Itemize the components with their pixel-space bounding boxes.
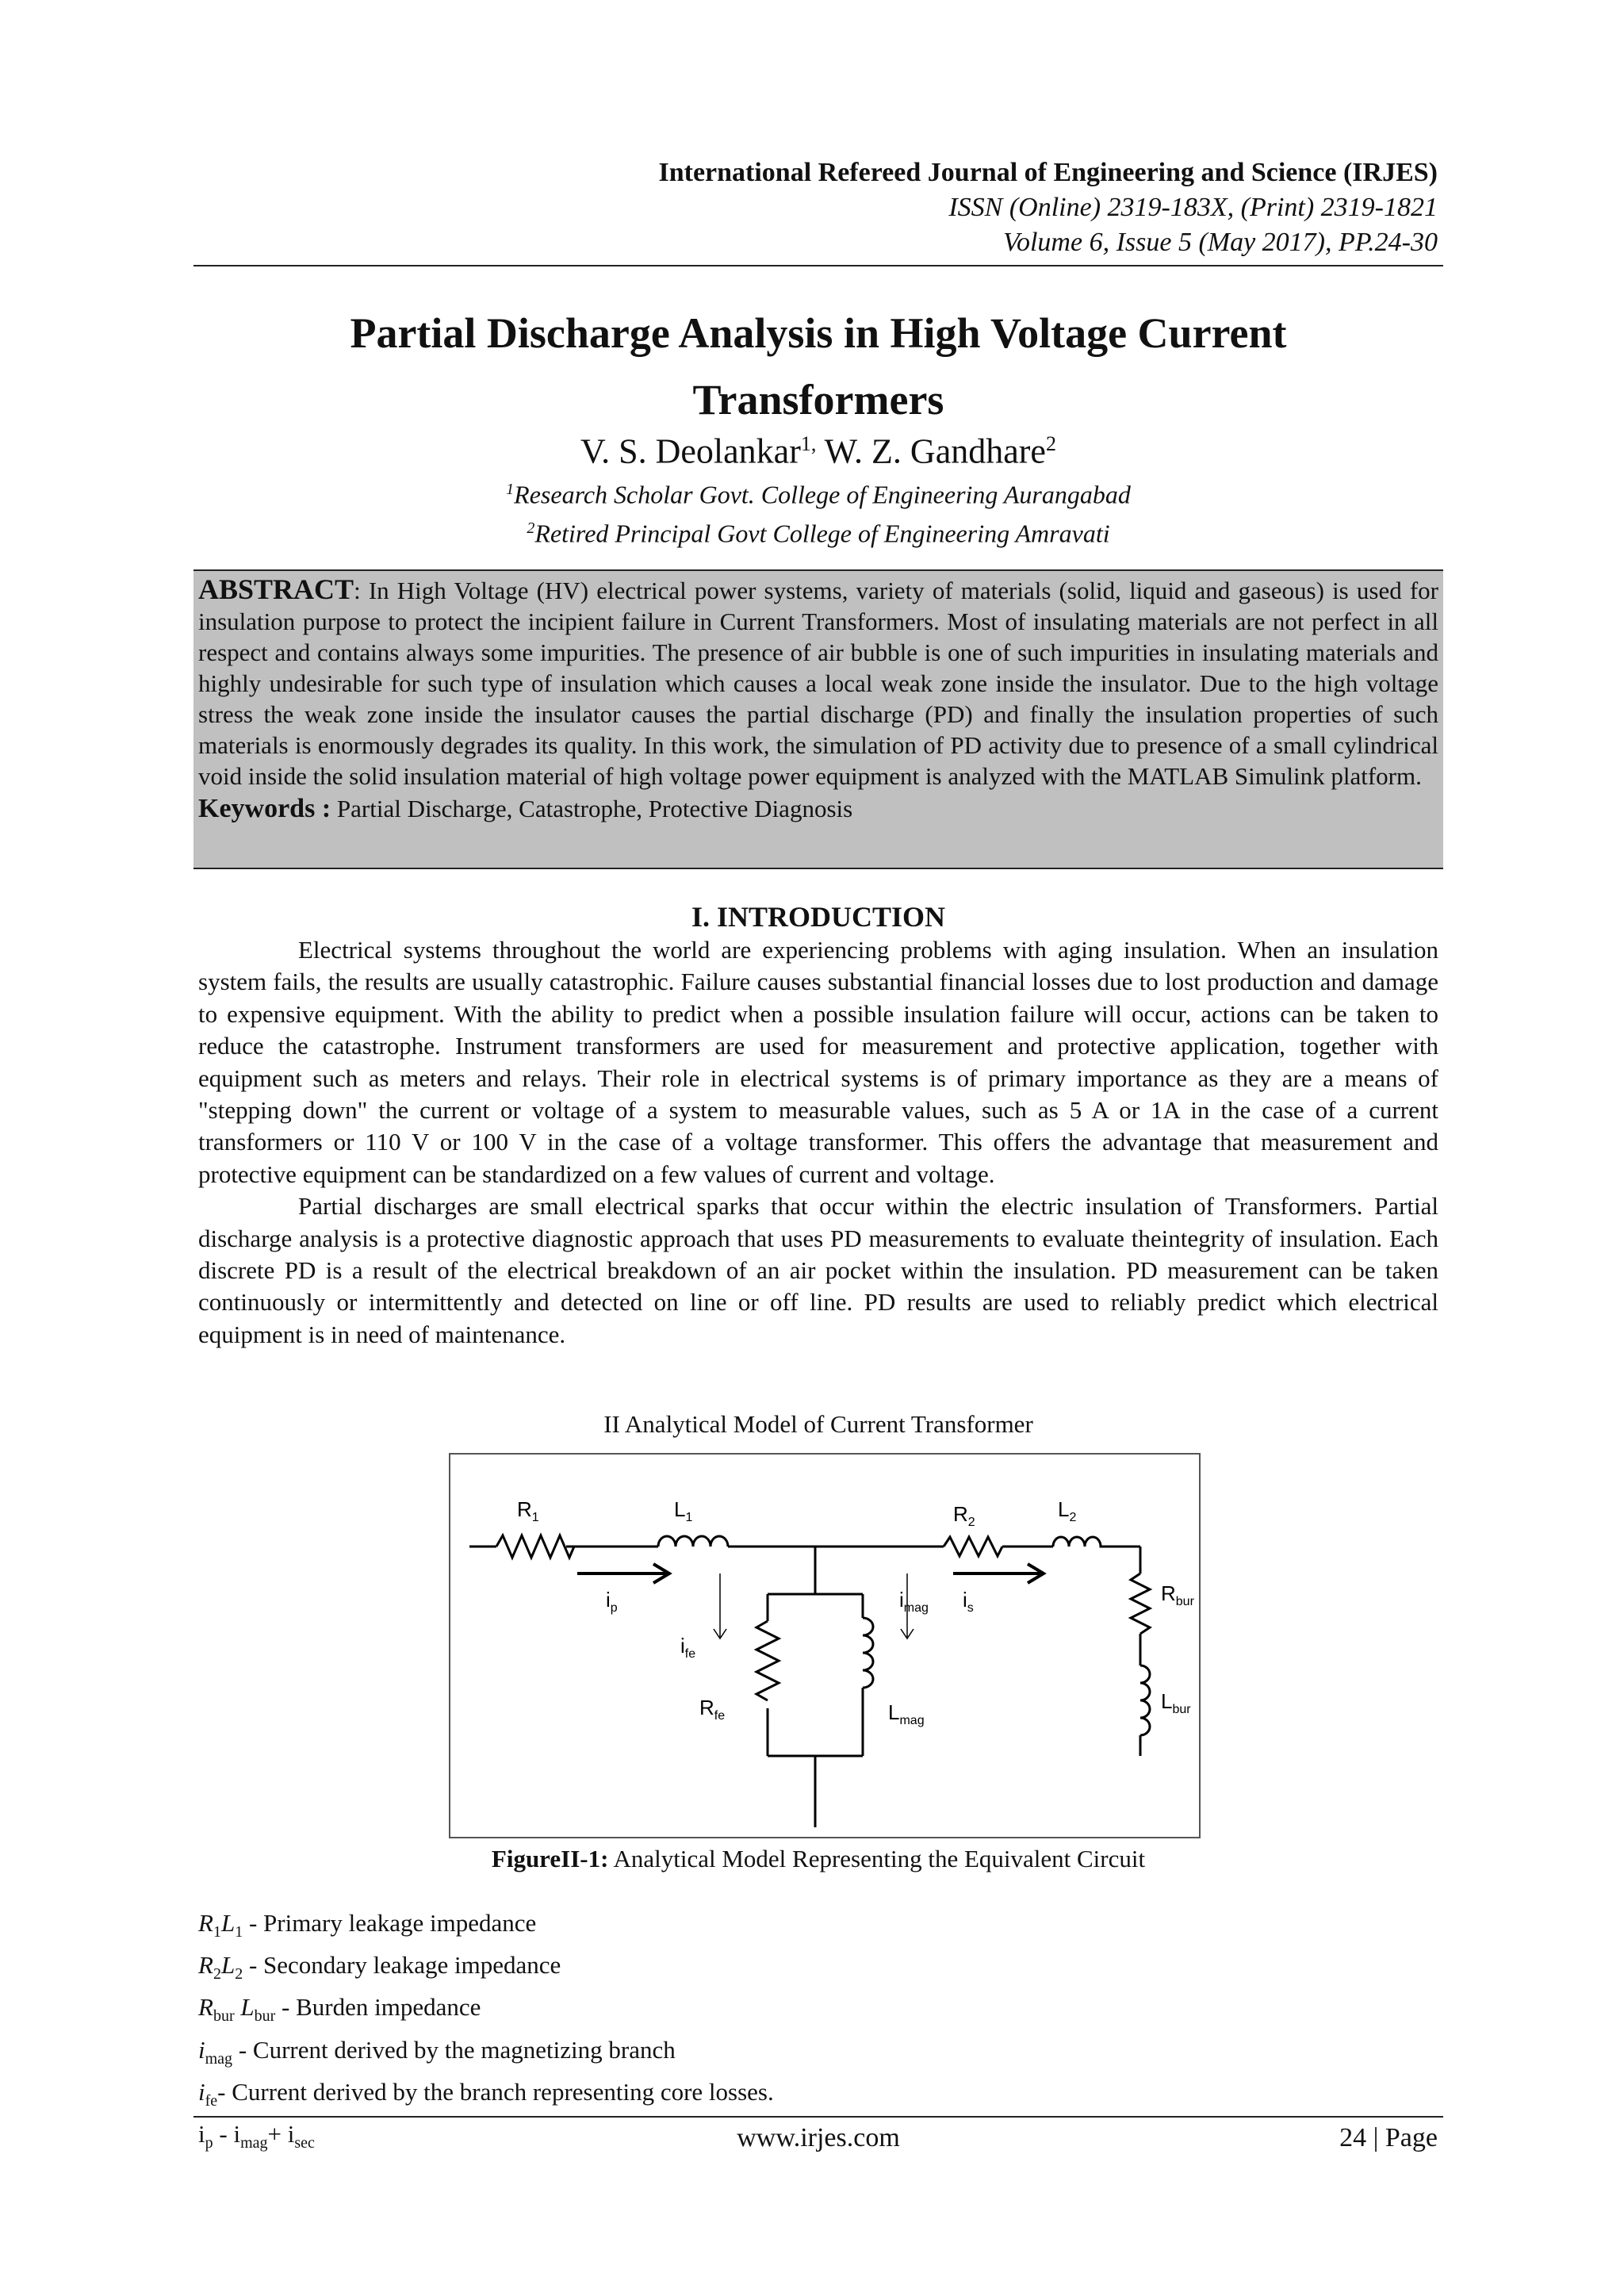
legend-sub: 2 <box>213 1965 221 1984</box>
legend-sub: 2 <box>235 1965 243 1984</box>
footer-page-number: 24 | Page <box>1339 2123 1438 2152</box>
legend-row-rbur-lbur <box>198 1991 1388 2033</box>
journal-volume: Volume 6, Issue 5 (May 2017), PP.24-30 <box>1002 228 1438 257</box>
keywords-text: Partial Discharge, Catastrophe, Protective Diagnosis <box>331 795 853 822</box>
legend-sym: R <box>198 1993 213 2022</box>
legend-sym: i <box>198 2077 205 2106</box>
legend-text: - Primary leakage impedance <box>243 1909 537 1937</box>
wire-shunt-bottom <box>768 1756 863 1827</box>
affiliation-2-sup: 2 <box>527 519 535 537</box>
affiliation-1 <box>193 473 1443 512</box>
author-2: W. Z. Gandhare <box>816 431 1046 471</box>
inductor-l1 <box>658 1536 728 1547</box>
title-line-1: Partial Discharge Analysis in High Voltage Current <box>350 309 1287 357</box>
label-l2: $L_2$ <box>1058 1497 1077 1524</box>
arrow-ip <box>577 1564 669 1583</box>
abstract-text: : In High Voltage (HV) electrical power systems, variety of materials (solid, liquid and gaseous) is used for insulation purpose to protect the incipient failure in Current Transformers. Most of insulating materials are not perfect in all respect and contains always some impurities. The presence of air bubble is one of such impurities in insulating materials and highly undesirable for such type of insulation which causes a local weak zone inside the insulator. Due to the high voltage stress the weak zone inside the insulator causes the partial discharge (PD) and finally the insulation properties of such materials is enormously degrades its quality. In this work, the simulation of PD activity due to presence of a small cylindrical void inside the solid insulation material of high voltage power equipment is analyzed with the MATLAB Simulink platform. <box>198 577 1438 790</box>
footer-url-link[interactable]: www.irjes.com <box>737 2123 900 2152</box>
header-rule <box>193 265 1443 266</box>
label-imag: $i_{mag}$ <box>899 1588 929 1615</box>
legend-text: - Current derived by the magnetizing branch <box>232 2035 676 2064</box>
resistor-r1 <box>496 1535 574 1558</box>
legend-sym: R <box>198 1951 213 1980</box>
figure-caption <box>193 1843 1443 1875</box>
figure-section-heading: II Analytical Model of Current Transformer <box>603 1410 1033 1438</box>
intro-paragraph-2: Partial discharges are small electrical sparks that occur within the electric insulation of Transformers. Partial discharge analysis is a protective diagnostic approach that uses PD measurements to evaluate theintegrity of insulation. Each discrete PD is a result of the electrical breakdown of an air pocket within the insulation. PD measurement can be taken continuously or intermittently and detected on line or off line. PD results are used to reliably predict which electrical equipment is in need of maintenance. <box>198 1192 1438 1348</box>
figure-caption-label: FigureII-1: <box>491 1845 609 1872</box>
affiliation-1-text: Research Scholar Govt. College of Engineering Aurangabad <box>514 480 1131 509</box>
affiliations <box>193 473 1443 550</box>
author-2-sup: 2 <box>1045 432 1056 455</box>
legend-sub: bur <box>213 2007 235 2026</box>
legend-sub: mag <box>240 2134 268 2152</box>
inductor-l2 <box>1053 1537 1140 1547</box>
paper-title <box>193 300 1443 433</box>
author-1: V. S. Deolankar <box>580 431 801 471</box>
inductor-lmag <box>863 1618 873 1688</box>
label-ip: $i_p$ <box>606 1588 618 1615</box>
legend-sub: 1 <box>213 1923 221 1941</box>
footer-rule <box>193 2116 1443 2118</box>
legend-row-r1l1 <box>198 1907 1388 1949</box>
introduction-body <box>198 934 1438 1351</box>
label-lmag: $L_{mag}$ <box>888 1700 925 1727</box>
legend-text: - Burden impedance <box>275 1993 481 2022</box>
legend-text: - i <box>213 2119 241 2148</box>
legend-sym: L <box>220 1909 236 1937</box>
legend-row-r2l2 <box>198 1949 1388 1991</box>
resistor-rbur <box>1131 1573 1150 1634</box>
section-heading-introduction: I. INTRODUCTION <box>691 901 946 933</box>
legend-text: - Secondary leakage impedance <box>243 1951 561 1980</box>
resistor-rfe <box>756 1621 779 1700</box>
affiliation-2-text: Retired Principal Govt College of Engineering Amravati <box>534 519 1110 548</box>
label-l1: $L_1$ <box>674 1497 693 1524</box>
author-list <box>193 420 1443 476</box>
legend-sub: fe <box>205 2091 218 2110</box>
legend-row-imag <box>198 2033 1388 2076</box>
author-1-sup: 1, <box>800 432 817 455</box>
affiliation-2 <box>193 512 1443 550</box>
label-r1: $R_1$ <box>517 1497 539 1524</box>
abstract-label: ABSTRACT <box>198 573 354 605</box>
arrow-ife <box>714 1573 726 1639</box>
legend-row-ife <box>198 2076 1388 2118</box>
resistor-r2 <box>944 1537 1002 1556</box>
legend-sym: i <box>198 2035 205 2064</box>
legend-sym: R <box>198 1909 213 1937</box>
label-rfe: $R_{fe}$ <box>699 1696 726 1723</box>
label-rbur: $R_{bur}$ <box>1161 1581 1194 1608</box>
intro-paragraph-1: Electrical systems throughout the world are experiencing problems with aging insulation. When an insulation system fails, the results are usually catastrophic. Failure causes substantial financial losses due to lost production and damage to expensive equipment. With the ability to predict when a possible insulation failure will occur, actions can be taken to reduce the catastrophe. Instrument transformers are used for measurement and protective application, together with equipment such as meters and relays. Their role in electrical systems is of primary importance as they are a means of "stepping down" the current or voltage of a system to measurable values, such as 5 A or 1A in the case of a current transformers or 110 V or 100 V in the case of a voltage transformer. This offers the advantage that measurement and protective equipment can be standardized on a few values of current and voltage. <box>198 936 1438 1188</box>
journal-issn: ISSN (Online) 2319-183X, (Print) 2319-1821 <box>948 193 1438 222</box>
inductor-lbur <box>1140 1665 1150 1735</box>
label-ife: $i_{fe}$ <box>680 1634 696 1661</box>
keywords-line <box>198 792 1438 826</box>
legend-sub: bur <box>254 2007 276 2026</box>
label-is: $i_s$ <box>963 1588 974 1615</box>
journal-header <box>658 155 1438 260</box>
legend-sym: L <box>220 1951 236 1980</box>
journal-name: International Refereed Journal of Engineering and Science (IRJES) <box>658 158 1438 187</box>
keywords-label: Keywords : <box>198 794 331 823</box>
label-lbur: $L_{bur}$ <box>1161 1689 1191 1716</box>
legend-text: - Current derived by the branch representing core losses. <box>217 2077 774 2106</box>
abstract-box <box>193 569 1443 869</box>
affiliation-1-sup: 1 <box>506 481 515 498</box>
legend-sub: p <box>205 2134 213 2152</box>
label-r2: $R_2$ <box>953 1502 975 1529</box>
figure-caption-text: Analytical Model Representing the Equivalent Circuit <box>608 1845 1146 1872</box>
equivalent-circuit-diagram <box>450 1455 1199 1837</box>
wire-shunt-top <box>768 1547 863 1594</box>
legend-sub: 1 <box>235 1923 243 1941</box>
legend-sub: sec <box>294 2134 315 2152</box>
circuit-figure <box>449 1453 1201 1838</box>
legend-text: + i <box>267 2119 295 2148</box>
arrow-is <box>953 1564 1044 1583</box>
legend-sym: i <box>198 2119 205 2148</box>
abstract-paragraph <box>198 574 1438 792</box>
title-line-2: Transformers <box>692 376 944 424</box>
legend-sub: mag <box>205 2049 233 2068</box>
legend-sym: L <box>234 1993 255 2022</box>
